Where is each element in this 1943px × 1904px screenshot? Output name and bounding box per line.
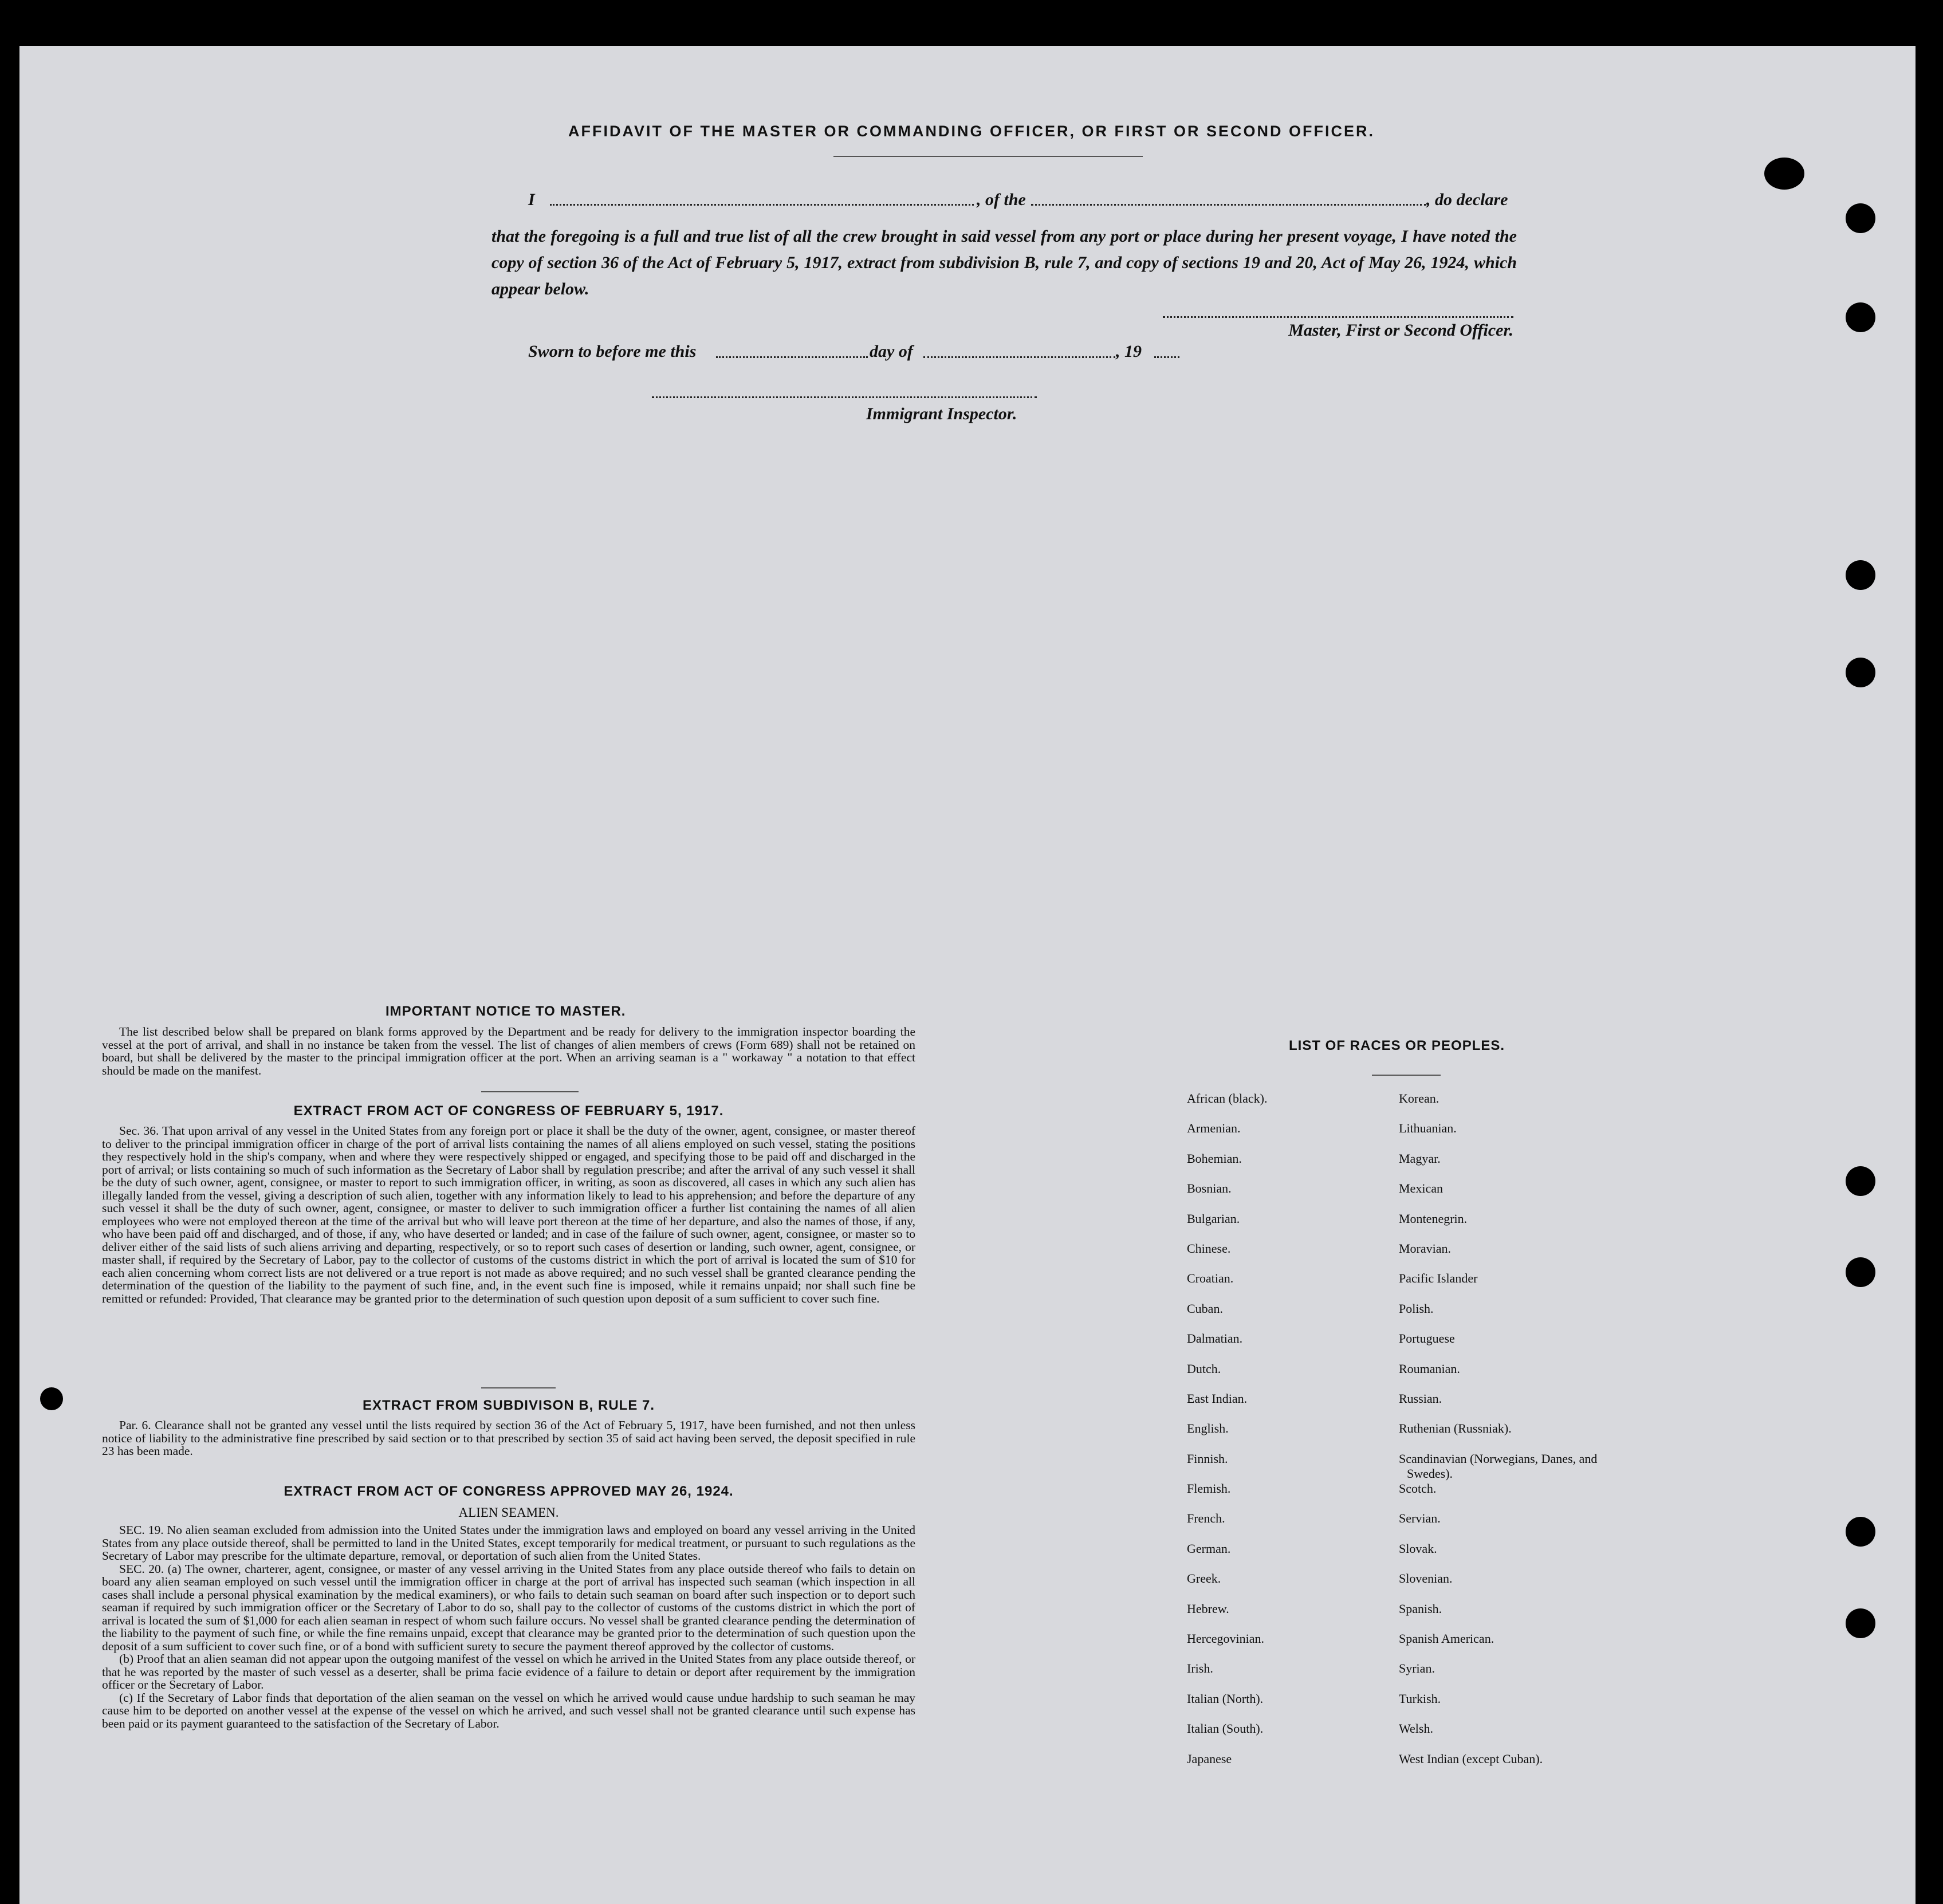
name-blank[interactable]	[550, 204, 974, 206]
rule-7-text	[102, 1419, 915, 1458]
race-item: Hebrew.	[1187, 1601, 1229, 1616]
race-item: Magyar.	[1399, 1151, 1441, 1166]
race-item: Welsh.	[1399, 1721, 1433, 1736]
sworn-month-blank[interactable]	[923, 356, 1115, 358]
punch-hole	[40, 1387, 63, 1410]
declaration-text: that the foregoing is a full and true list of all the crew brought in said vessel from any port or place during her present voyage, I have noted the copy of section 36 of the Act of February 5, 1917, extract from subdivision B, rule 7, and copy of sections 19 and 20, Act of May 26, 1924, which appear below.	[491, 227, 1517, 298]
race-item: Spanish American.	[1399, 1631, 1494, 1646]
signature-label: Master, First or Second Officer.	[1288, 321, 1513, 340]
section-20a-paragraph: SEC. 20. (a) The owner, charterer, agent, consignee, or master of any vessel arriving in the United States from any place outside thereof who fails to detain on board any alien seaman employed on such vessel until the immigration officer in charge at the port of arrival has inspected such seaman (which inspection in all cases shall include a personal physical examination by the medical examiners), or who fails to detain such seaman on board after such inspection or to deport such seaman if required by such immigration officer or the Secretary of Labor to do so, shall pay to the collector of customs of the customs district in which the port of arrival is located the sum of $1,000 for each alien seaman in respect of whom such failure occurs. No vessel shall be granted clearance pending the determination of the liability to the payment of such fine, or while the fine remains unpaid, except that clearance may be granted prior to the determination of such question upon the deposit of a sum sufficient to cover such fine, or of a bond with sufficient surety to secure the payment thereof approved by the collector of customs.	[102, 1561, 915, 1653]
race-item: English.	[1187, 1421, 1229, 1436]
divider	[481, 1387, 556, 1388]
race-item: Japanese	[1187, 1751, 1232, 1766]
race-item: Montenegrin.	[1399, 1211, 1468, 1226]
race-item: Armenian.	[1187, 1121, 1241, 1136]
day-of-label: day of	[870, 342, 913, 361]
punch-hole	[1846, 1257, 1875, 1287]
punch-hole	[1846, 1608, 1875, 1638]
section-20c-paragraph: (c) If the Secretary of Labor finds that deportation of the alien seaman on the vessel on which he arrived would cause undue hardship to such seaman he may cause him to be deported on another vessel at the expense of the vessel on which he arrived, and such vessel shall not be granted clearance until such expense has been paid or its payment guaranteed to the satisfaction of the Secretary of Labor.	[102, 1690, 915, 1730]
race-item: Polish.	[1399, 1301, 1434, 1316]
races-column-1	[1187, 1091, 1416, 1781]
section-19-paragraph: SEC. 19. No alien seaman excluded from admission into the United States under the immigration laws and employed on board any vessel arriving in the United States from any place outside thereof, shall be permitted to land in the United States, except temporarily for medical treatment, or pursuant to such regulations as the Secretary of Labor may prescribe for the ultimate departure, removal, or deportation of such alien from the United States.	[102, 1523, 915, 1563]
race-item: Italian (North).	[1187, 1691, 1264, 1706]
punch-hole	[1846, 658, 1875, 687]
of-the-label: , of the	[977, 190, 1026, 209]
punch-hole	[1846, 302, 1875, 332]
vessel-blank[interactable]	[1031, 204, 1426, 206]
divider	[1372, 1075, 1441, 1076]
race-item: Cuban.	[1187, 1301, 1223, 1316]
notice-heading: IMPORTANT NOTICE TO MASTER.	[386, 1004, 626, 1019]
race-item: Flemish.	[1187, 1481, 1231, 1496]
race-item: Bulgarian.	[1187, 1211, 1240, 1226]
punch-hole	[1846, 1517, 1875, 1547]
extract-1917-text	[102, 1124, 915, 1305]
notice-paragraph: The list described below shall be prepared on blank forms approved by the Department and be ready for delivery to the immigration inspector boarding the vessel at the port of arrival, and shall in no instance be taken from the vessel. The list of changes of alien members of crews (Form 689) shall not be retained on board, but shall be delivered by the master to the principal immigration officer at the port. When an arriving seaman is a " workaway " a notation to that effect should be made on the manifest.	[102, 1025, 915, 1077]
race-item: Dalmatian.	[1187, 1331, 1243, 1346]
race-item: Slovenian.	[1399, 1571, 1453, 1586]
title-underline	[833, 156, 1143, 157]
punch-hole	[1764, 158, 1804, 190]
section-20b-paragraph: (b) Proof that an alien seaman did not appear upon the outgoing manifest of the vessel on which he arrived in the United States from any place outside thereof, or that he was reported by the master of such vessel as a deserter, shall be prima facie evidence of a failure to detain or deport after requirement by the immigration officer or the Secretary of Labor.	[102, 1652, 915, 1691]
race-item: Scandinavian (Norwegians, Danes, and Swedes).	[1399, 1451, 1598, 1481]
race-item: Bosnian.	[1187, 1181, 1232, 1196]
race-item: French.	[1187, 1511, 1225, 1526]
race-item: Slovak.	[1399, 1541, 1437, 1556]
race-item: Turkish.	[1399, 1691, 1441, 1706]
race-item: Servian.	[1399, 1511, 1441, 1526]
race-item: Scotch.	[1399, 1481, 1437, 1496]
signature-line[interactable]	[1163, 316, 1513, 318]
do-declare-label: , do declare	[1426, 190, 1508, 209]
sworn-year-blank[interactable]	[1154, 356, 1179, 358]
race-item: Finnish.	[1187, 1451, 1228, 1466]
affidavit-title: AFFIDAVIT OF THE MASTER OR COMMANDING OFFICER, OR FIRST OR SECOND OFFICER.	[568, 123, 1375, 140]
race-item: Russian.	[1399, 1391, 1442, 1406]
races-column-2	[1399, 1091, 1605, 1781]
race-item: Greek.	[1187, 1571, 1221, 1586]
race-item: Pacific Islander	[1399, 1271, 1478, 1286]
extract-1924-heading: EXTRACT FROM ACT OF CONGRESS APPROVED MAY 26, 1924.	[284, 1484, 734, 1499]
race-item: West Indian (except Cuban).	[1399, 1751, 1543, 1766]
rule-7-heading: EXTRACT FROM SUBDIVISON B, RULE 7.	[362, 1398, 655, 1413]
i-word: I	[528, 190, 535, 209]
notice-text	[102, 1025, 915, 1077]
punch-hole	[1846, 1166, 1875, 1196]
race-item: Dutch.	[1187, 1361, 1221, 1376]
race-item: Spanish.	[1399, 1601, 1442, 1616]
race-item: Chinese.	[1187, 1241, 1231, 1256]
punch-hole	[1846, 203, 1875, 233]
race-item: Hercegovinian.	[1187, 1631, 1264, 1646]
sworn-label: Sworn to before me this	[528, 342, 697, 361]
race-item: Ruthenian (Russniak).	[1399, 1421, 1512, 1436]
race-item: Moravian.	[1399, 1241, 1452, 1256]
race-item: Syrian.	[1399, 1661, 1435, 1676]
year-label: , 19	[1116, 342, 1142, 361]
punch-hole	[1846, 560, 1875, 590]
race-item: Lithuanian.	[1399, 1121, 1457, 1136]
section-36-paragraph: Sec. 36. That upon arrival of any vessel in the United States from any foreign port or place it shall be the duty of the owner, agent, consignee, or master thereof to deliver to the principal immigration officer in charge of the port of arrival lists containing the names of all aliens employed on such vessel, stating the positions they respectively hold in the ship's company, when and where they were respectively shipped or engaged, and specifying those to be paid off and discharged in the port of arrival; or lists containing so much of such information as the Secretary of Labor shall by regulation prescribe; and after the arrival of any such vessel it shall be the duty of such owner, agent, consignee, or master to report to such immigration officer, in writing, as soon as discovered, all cases in which any such alien has illegally landed from the vessel, giving a description of such alien, together with any information likely to lead to his apprehension; and before the departure of any such vessel it shall be the duty of such owner, agent, consignee, or master to deliver to such immigration officer a further list containing the names of all alien employees who were not employed thereon at the time of the arrival but who will leave port thereon at the time of her departure, and also the names of those, if any, who have been paid off and discharged, and of those, if any, who have deserted or landed; and in case of the failure of such owner, agent, consignee, or master so to deliver either of the said lists of such aliens arriving and departing, respectively, or so to report such cases of desertion or landing, such owner, agent, consignee, or master shall, if required by the Secretary of Labor, pay to the collector of customs of the customs district in which the port of arrival is located the sum of $10 for each alien concerning whom correct lists are not delivered or a true report is not made as above required; and no such vessel shall be granted clearance pending the determination of the question of the liability to the payment of such fine, and, in the event such fine is imposed, while it remains unpaid; nor shall such fine be remitted or refunded: Provided, That clearance may be granted prior to the determination of such question upon deposit of a sum sufficient to cover such fine.	[102, 1124, 915, 1305]
divider	[481, 1091, 579, 1092]
rule-7-paragraph: Par. 6. Clearance shall not be granted any vessel until the lists required by section 36 of the Act of February 5, 1917, have been furnished, and not then unless notice of liability to the administrative fine prescribed by said section or to that prescribed by section 35 of said act having been served, the deposit specified in rule 23 has been made.	[102, 1418, 915, 1458]
race-item: Irish.	[1187, 1661, 1213, 1676]
race-item: African (black).	[1187, 1091, 1268, 1106]
race-item: East Indian.	[1187, 1391, 1248, 1406]
races-heading: LIST OF RACES OR PEOPLES.	[1289, 1038, 1505, 1053]
extract-1917-heading: EXTRACT FROM ACT OF CONGRESS OF FEBRUARY 5, 1917.	[293, 1103, 724, 1119]
race-item: Bohemian.	[1187, 1151, 1242, 1166]
alien-seamen-subheading: ALIEN SEAMEN.	[458, 1505, 559, 1520]
race-item: Croatian.	[1187, 1271, 1234, 1286]
inspector-signature-line[interactable]	[652, 396, 1037, 398]
race-item: Portuguese	[1399, 1331, 1455, 1346]
race-item: Mexican	[1399, 1181, 1443, 1196]
race-item: Korean.	[1399, 1091, 1439, 1106]
extract-1924-text	[102, 1524, 915, 1730]
race-item: German.	[1187, 1541, 1231, 1556]
race-item: Italian (South).	[1187, 1721, 1264, 1736]
sworn-day-blank[interactable]	[716, 356, 868, 358]
race-item: Roumanian.	[1399, 1361, 1460, 1376]
inspector-label: Immigrant Inspector.	[866, 404, 1017, 423]
